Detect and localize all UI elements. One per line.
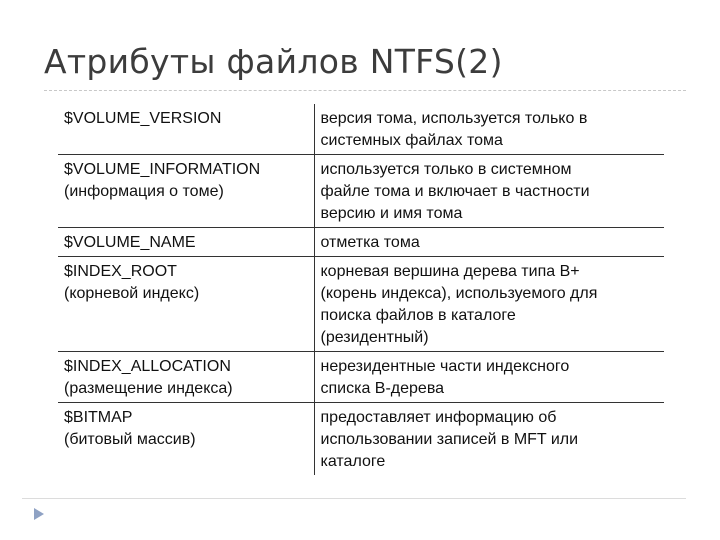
title-divider [44, 90, 686, 91]
attribute-cell [58, 403, 314, 476]
description-cell [314, 352, 664, 403]
attribute-description: (информация о томе) [64, 183, 224, 200]
description-line: списка B-дерева [320, 380, 445, 397]
table-row [58, 155, 664, 228]
attribute-name: $INDEX_ROOT [64, 263, 177, 280]
attributes-table [58, 104, 664, 475]
description-cell [314, 104, 664, 155]
description-line: каталоге [320, 453, 386, 470]
attribute-name: $VOLUME_VERSION [64, 110, 222, 127]
description-line: версия тома, используется только в [320, 110, 588, 127]
description-line: корневая вершина дерева типа B+ [320, 263, 580, 280]
description-cell [314, 228, 664, 257]
attribute-cell [58, 257, 314, 352]
bullet-arrow-icon [34, 508, 44, 520]
description-line: (резидентный) [320, 329, 429, 346]
table-row [58, 104, 664, 155]
attribute-cell [58, 155, 314, 228]
attribute-description: (битовый массив) [64, 431, 196, 448]
table-row [58, 228, 664, 257]
attribute-name: $VOLUME_NAME [64, 234, 196, 251]
description-line: системных файлах тома [320, 132, 503, 149]
attribute-name: $BITMAP [64, 409, 133, 426]
description-cell [314, 155, 664, 228]
description-line: используется только в системном [320, 161, 572, 178]
attribute-name: $VOLUME_INFORMATION [64, 161, 261, 178]
description-cell [314, 257, 664, 352]
description-line: использовании записей в MFT или [320, 431, 579, 448]
attribute-description: (корневой индекс) [64, 285, 200, 302]
description-line: отметка тома [320, 234, 420, 251]
description-line: (корень индекса), используемого для [320, 285, 598, 302]
slide-title: Атрибуты файлов NTFS(2) [44, 42, 503, 81]
attribute-cell [58, 104, 314, 155]
attribute-cell [58, 228, 314, 257]
table-row [58, 257, 664, 352]
attribute-description: (размещение индекса) [64, 380, 233, 397]
description-line: версию и имя тома [320, 205, 463, 222]
description-line: предоставляет информацию об [320, 409, 557, 426]
description-line: поиска файлов в каталоге [320, 307, 516, 324]
table-row [58, 403, 664, 476]
bottom-divider [22, 498, 686, 499]
table-row [58, 352, 664, 403]
attribute-cell [58, 352, 314, 403]
description-cell [314, 403, 664, 476]
attribute-name: $INDEX_ALLOCATION [64, 358, 231, 375]
description-line: файле тома и включает в частности [320, 183, 590, 200]
description-line: нерезидентные части индексного [320, 358, 570, 375]
